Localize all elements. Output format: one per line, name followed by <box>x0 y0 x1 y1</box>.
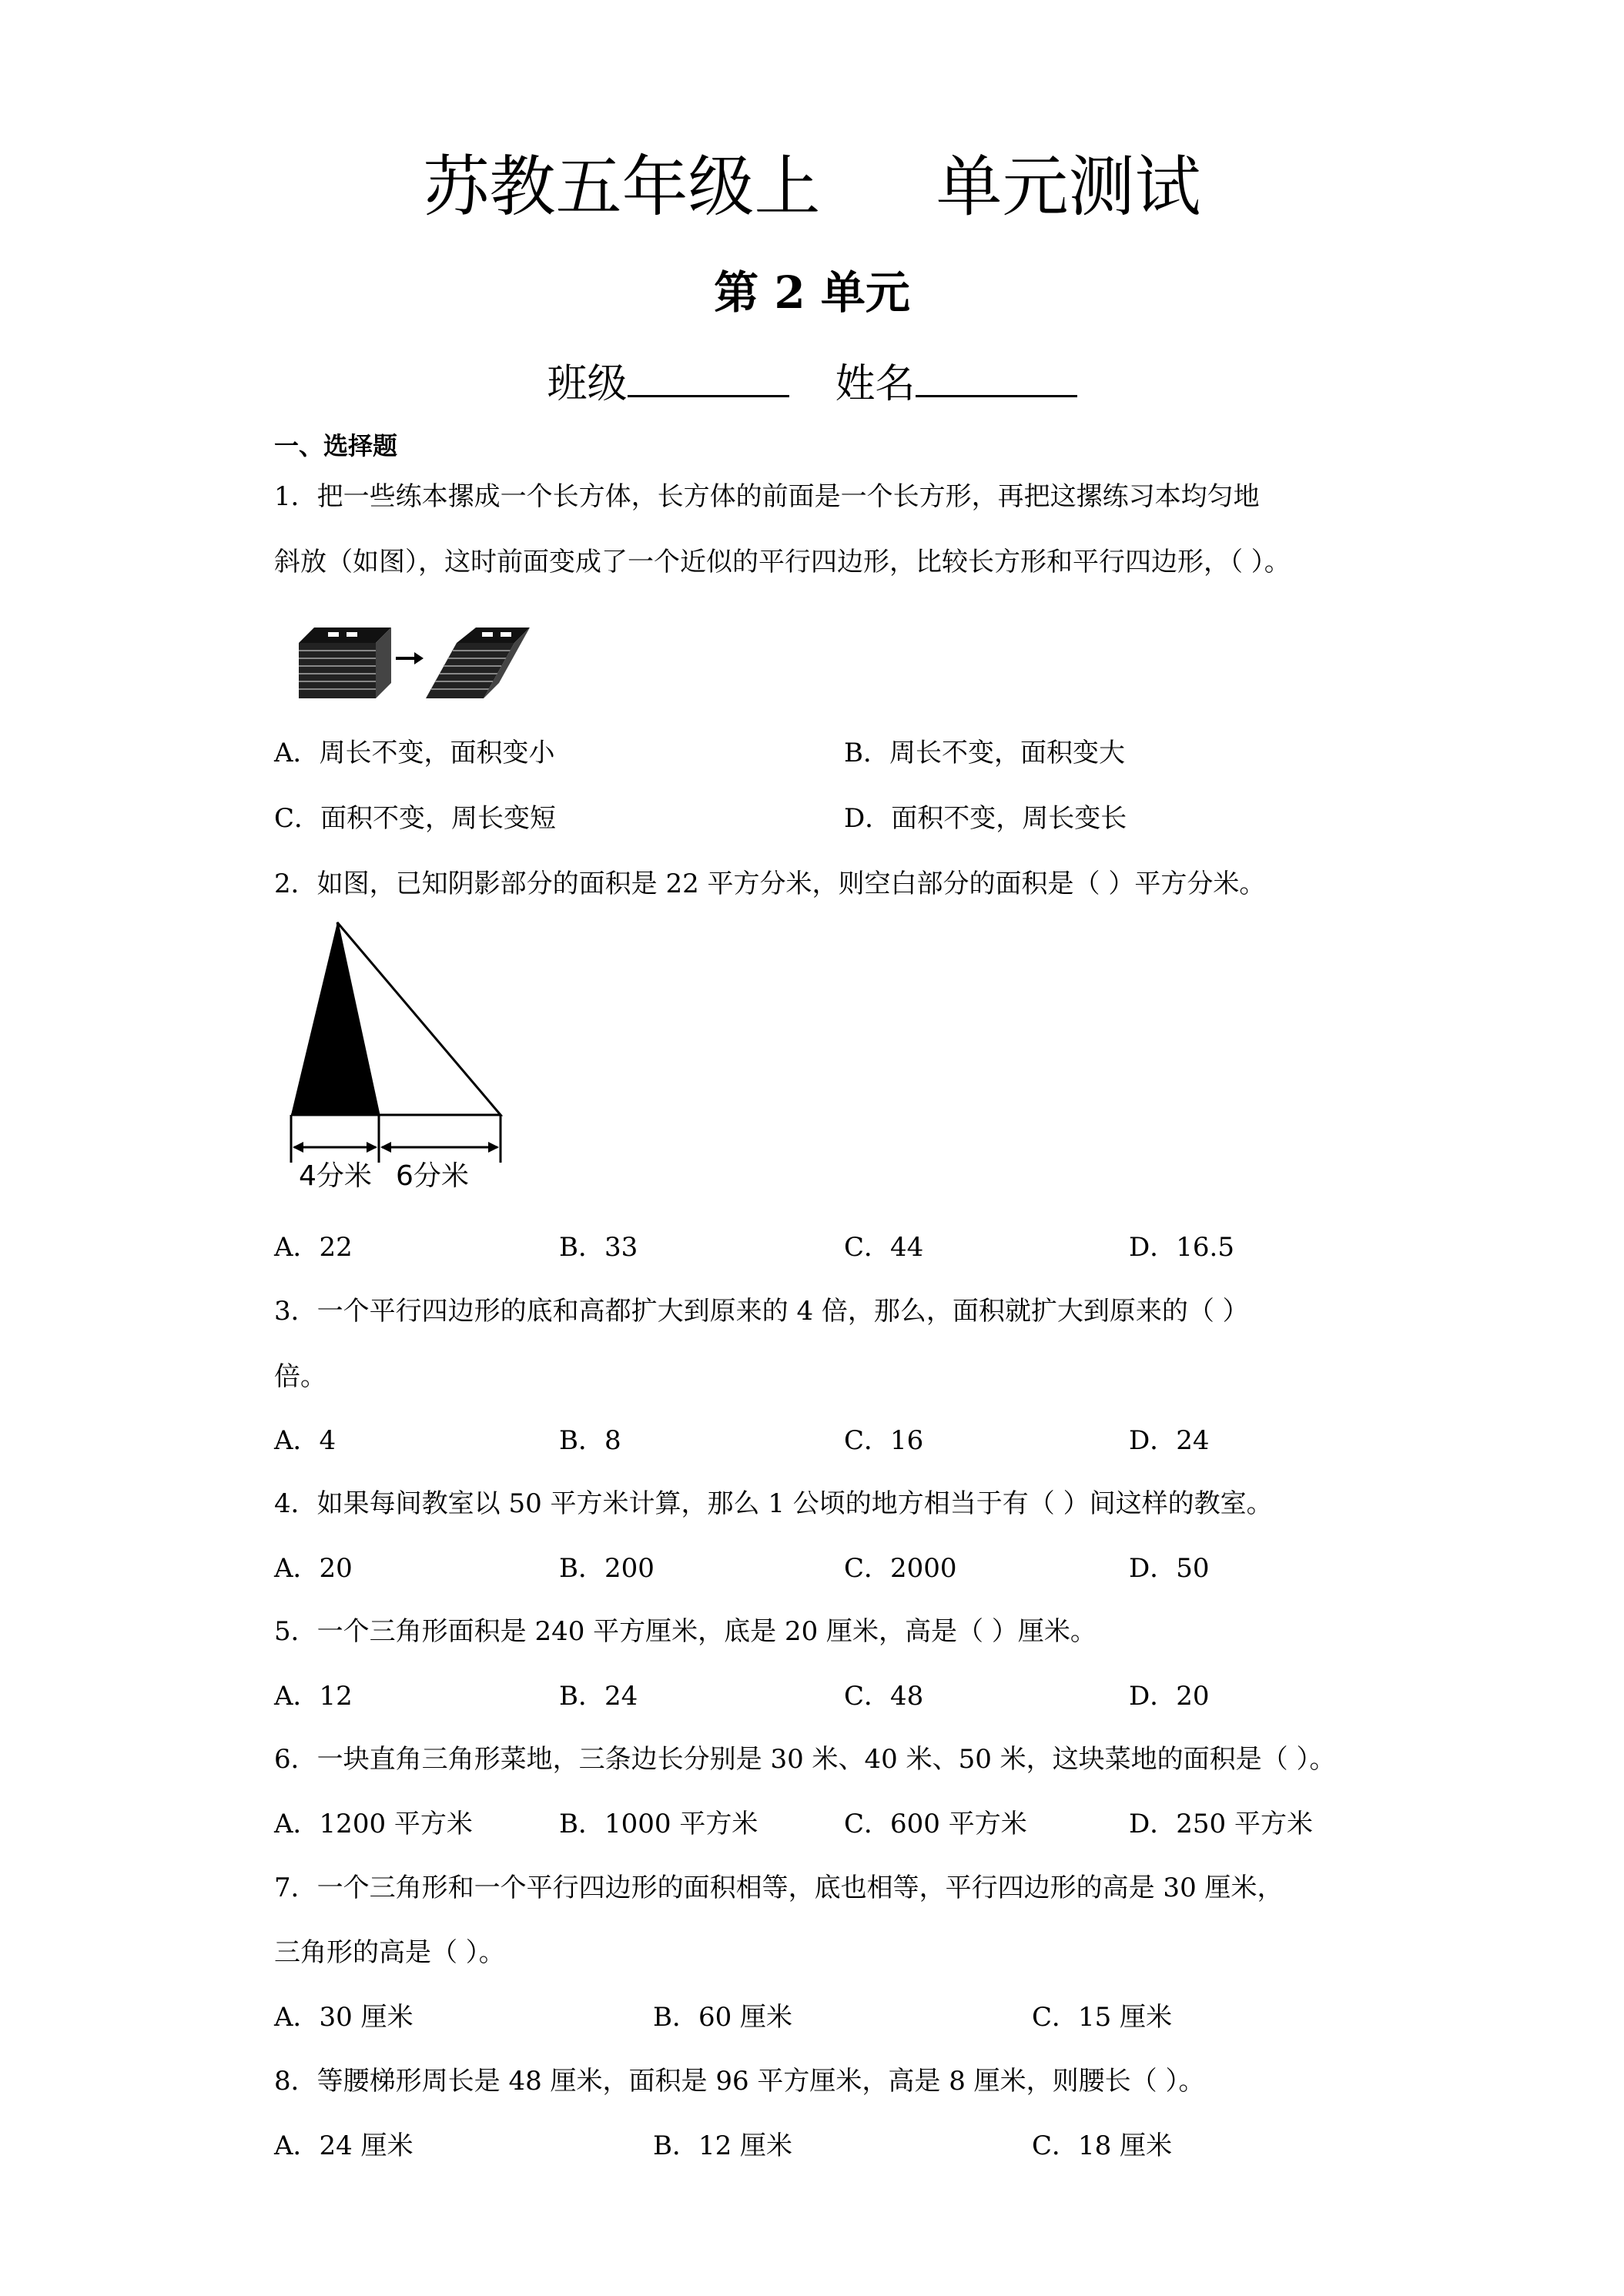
notebook-stack-figure <box>291 612 537 712</box>
option-d[interactable]: D．面积不变，周长变长 <box>844 803 1127 834</box>
option-c[interactable]: C．2000 <box>844 1553 957 1584</box>
option-a[interactable]: A．12 <box>274 1681 353 1712</box>
option-d[interactable]: D．50 <box>1129 1553 1210 1584</box>
name-blank <box>916 350 1077 397</box>
option-d[interactable]: D．24 <box>1129 1425 1210 1456</box>
page-title <box>0 145 1624 229</box>
unit-subtitle: 第 2 单元 <box>714 266 910 319</box>
option-b[interactable]: B．周长不变，面积变大 <box>844 738 1125 768</box>
option-a[interactable]: A．30 厘米 <box>274 2002 414 2033</box>
title-left: 苏教五年级上 <box>423 149 821 226</box>
option-b[interactable]: B．200 <box>559 1553 655 1584</box>
option-c[interactable]: C．600 平方米 <box>844 1809 1027 1839</box>
option-d[interactable]: D．250 平方米 <box>1129 1809 1313 1839</box>
option-c[interactable]: C．48 <box>844 1681 924 1712</box>
question-text: 斜放（如图），这时前面变成了一个近似的平行四边形，比较长方形和平行四边形，（ ）。 <box>274 547 1291 577</box>
option-c[interactable]: C．面积不变，周长变短 <box>274 803 557 834</box>
figure-label-6dm: 6分米 <box>396 1160 469 1192</box>
option-a[interactable]: A．周长不变，面积变小 <box>274 738 555 768</box>
option-d[interactable]: D．16.5 <box>1129 1232 1234 1263</box>
question-text: 1．把一些练本摞成一个长方体，长方体的前面是一个长方形，再把这摞练习本均匀地 <box>274 481 1260 512</box>
option-a[interactable]: A．4 <box>274 1425 337 1456</box>
class-blank <box>628 350 789 397</box>
question-text: 2．如图，已知阴影部分的面积是 22 平方分米，则空白部分的面积是（ ）平方分米。 <box>274 869 1266 899</box>
question-text: 三角形的高是（ ）。 <box>274 1937 505 1968</box>
option-a[interactable]: A．24 厘米 <box>274 2130 414 2161</box>
option-d[interactable]: D．20 <box>1129 1681 1210 1712</box>
name-label: 姓名 <box>835 361 916 407</box>
title-right: 单元测试 <box>936 149 1201 226</box>
option-b[interactable]: B．12 厘米 <box>653 2130 793 2161</box>
option-b[interactable]: B．1000 平方米 <box>559 1809 758 1839</box>
question-text: 7．一个三角形和一个平行四边形的面积相等，底也相等，平行四边形的高是 30 厘米， <box>274 1873 1284 1903</box>
class-name-line <box>0 350 1624 415</box>
figure-label-4dm: 4分米 <box>299 1160 372 1192</box>
question-text: 8．等腰梯形周长是 48 厘米，面积是 96 平方厘米，高是 8 厘米，则腰长（ ）。 <box>274 2066 1205 2097</box>
option-c[interactable]: C．18 厘米 <box>1032 2130 1173 2161</box>
option-b[interactable]: B．60 厘米 <box>653 2002 793 2033</box>
question-text: 倍。 <box>274 1361 326 1392</box>
option-b[interactable]: B．24 <box>559 1681 638 1712</box>
option-b[interactable]: B．33 <box>559 1232 638 1263</box>
option-c[interactable]: C．16 <box>844 1425 924 1456</box>
question-text: 3．一个平行四边形的底和高都扩大到原来的 4 倍，那么，面积就扩大到原来的（ ） <box>274 1296 1249 1327</box>
class-label: 班级 <box>547 361 628 407</box>
question-text: 6．一块直角三角形菜地，三条边长分别是 30 米、40 米、50 米，这块菜地的面积是（ ）。 <box>274 1744 1336 1775</box>
question-text: 5．一个三角形面积是 240 平方厘米，底是 20 厘米，高是（ ）厘米。 <box>274 1616 1097 1647</box>
option-a[interactable]: A．1200 平方米 <box>274 1809 473 1839</box>
question-text: 4．如果每间教室以 50 平方米计算，那么 1 公顷的地方相当于有（ ）间这样的教室。 <box>274 1488 1273 1519</box>
option-a[interactable]: A．20 <box>274 1553 353 1584</box>
option-c[interactable]: C．15 厘米 <box>1032 2002 1173 2033</box>
option-a[interactable]: A．22 <box>274 1232 353 1263</box>
section-title: 一、选择题 <box>274 431 398 460</box>
option-c[interactable]: C．44 <box>844 1232 924 1263</box>
option-b[interactable]: B．8 <box>559 1425 621 1456</box>
